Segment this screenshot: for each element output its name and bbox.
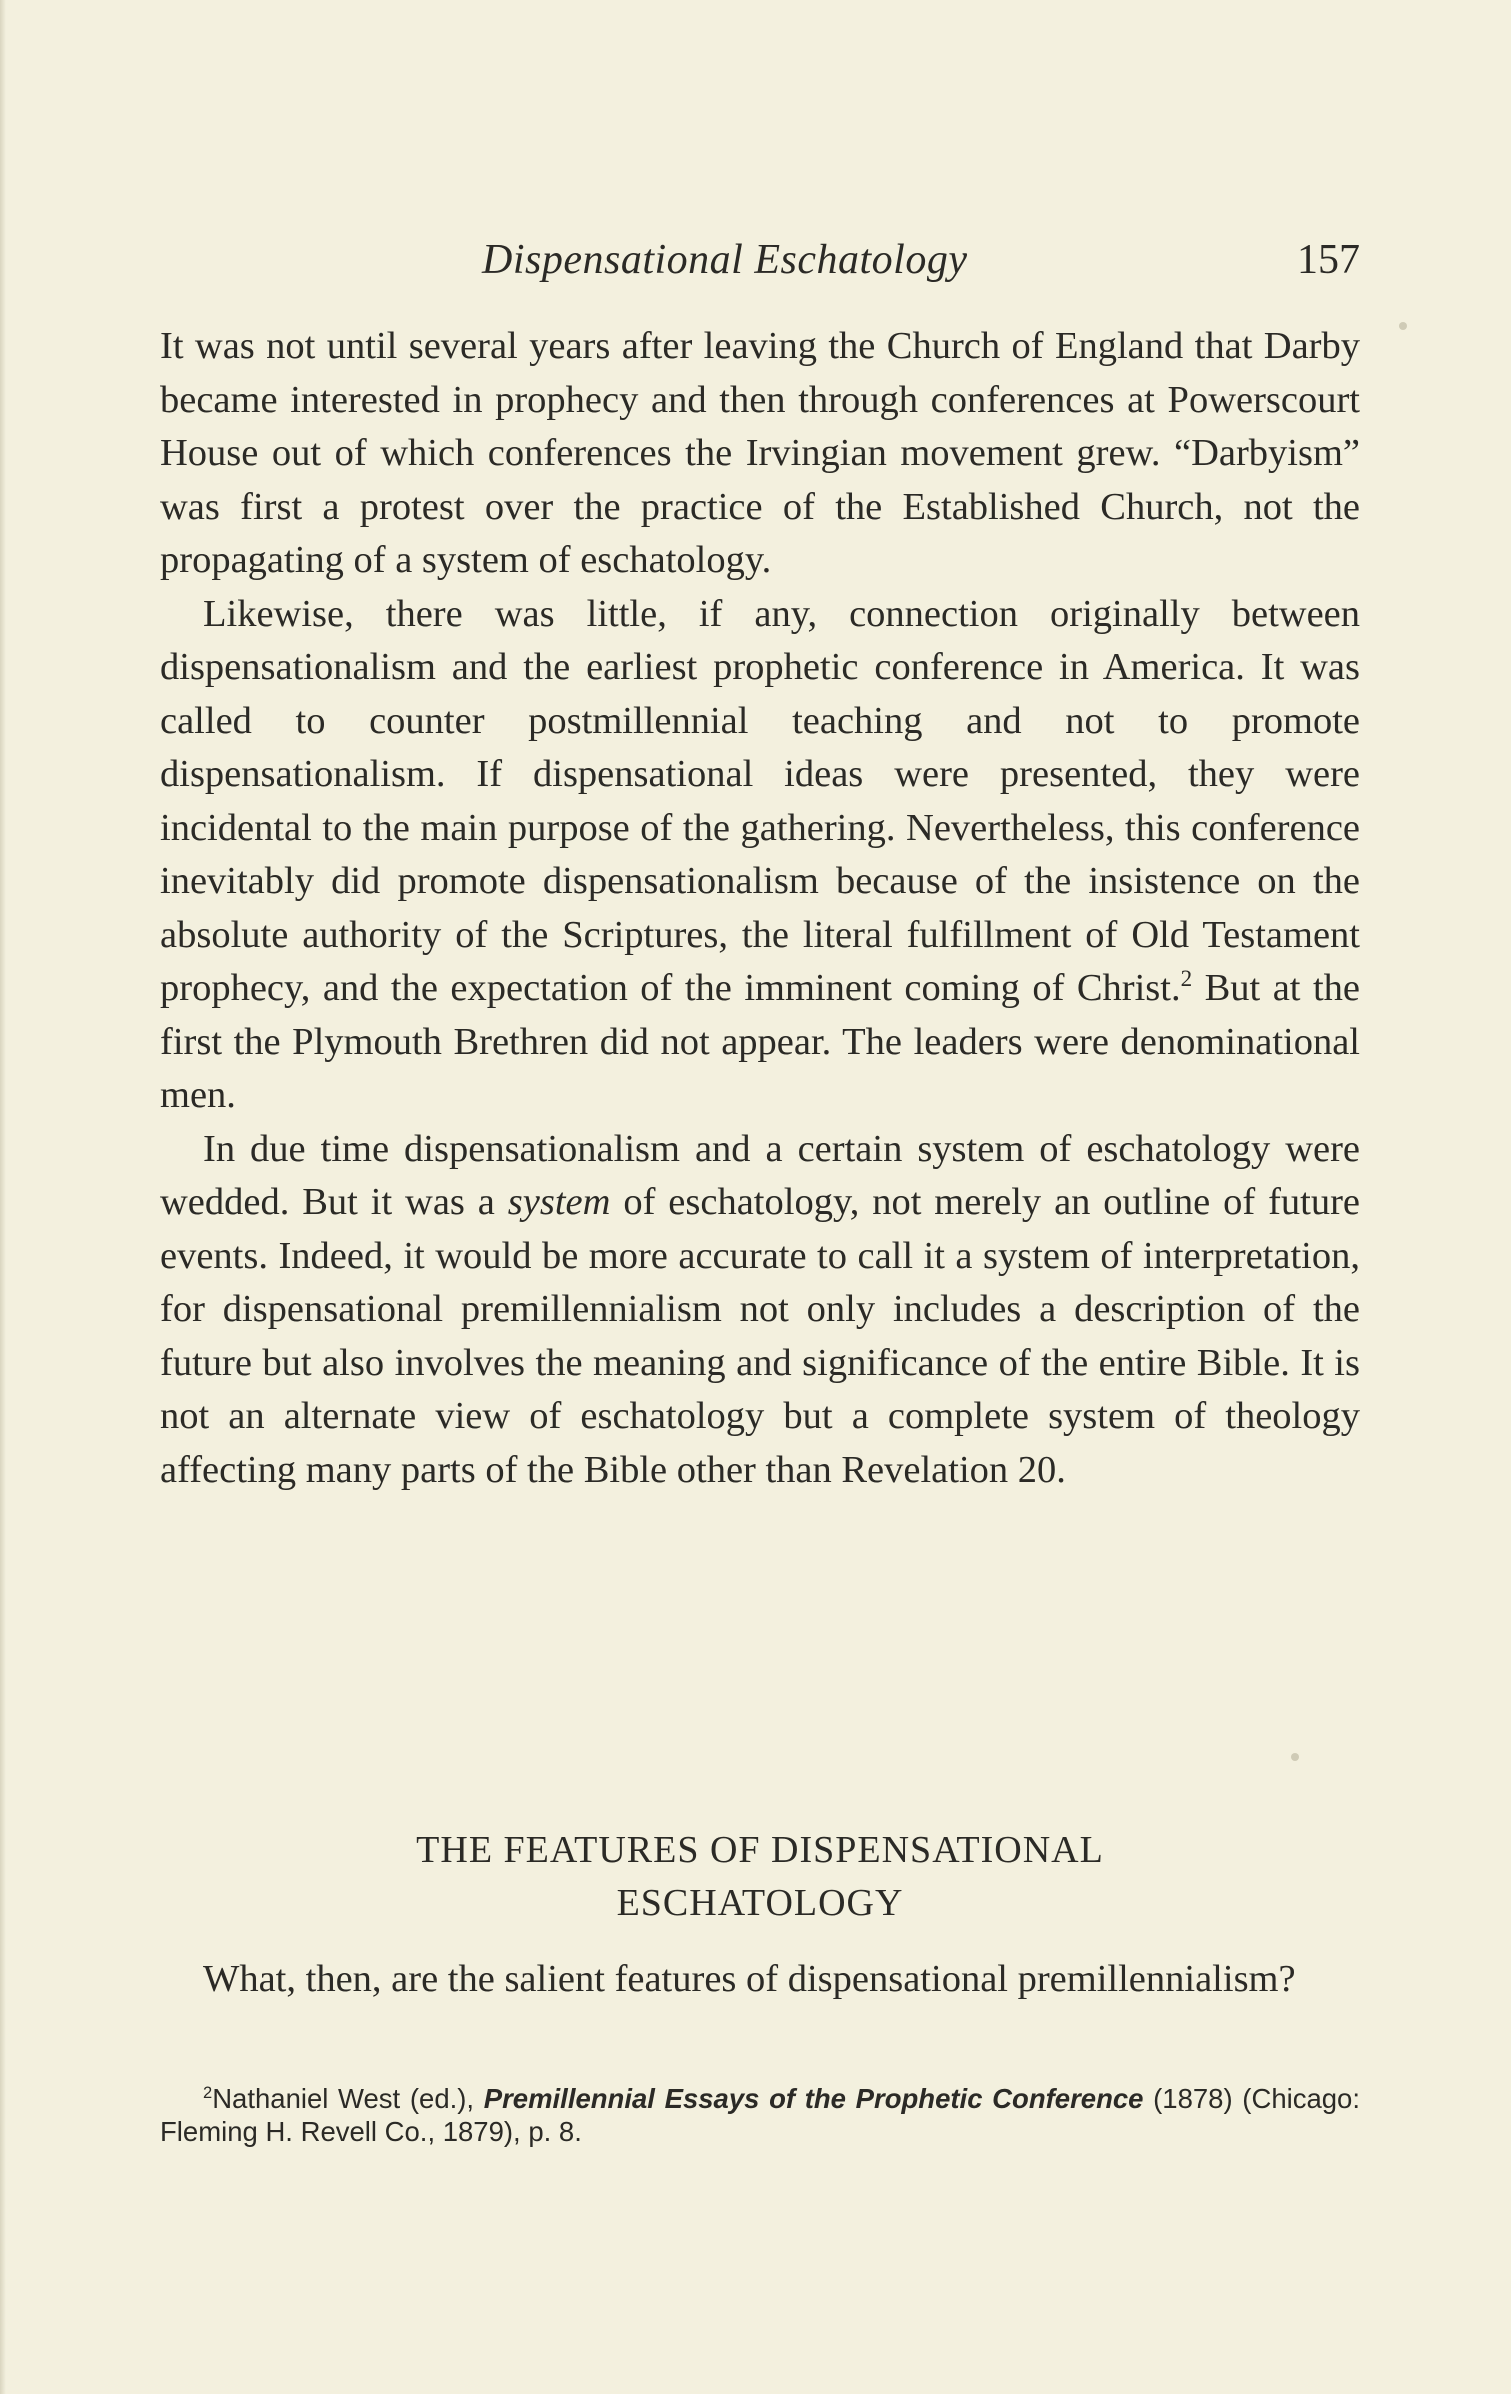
text-run: Likewise, there was little, if any, connection originally between dispensationalism and the earliest prophetic conference in America. It was called to counter postmillennial teaching and not to promote dispensationalism. If dispensational ideas were presented, they were incidental to the main purpose of the gathering. Nevertheless, this conference inevitably did promote dispensationalism because of the insistence on the absolute authority of the Scriptures, the literal fulfillment of Old Testament prophecy, and the expectation of the imminent coming of Christ.	[160, 592, 1360, 1009]
text-run: It was not until several years after leaving the Church of England that Darby became interested in prophecy and then through conferences at Powerscourt House out of which conferences the Irvingian movement grew. “Darbyism” was first a protest over the practice of the Established Church, not the propagating of a system of eschatology.	[160, 325, 1360, 581]
paragraph	[160, 1123, 1360, 1498]
paper-speck	[1291, 1753, 1299, 1761]
paragraph: What, then, are the salient features of dispensational premillennialism?	[203, 1958, 1296, 2000]
after-heading-text	[160, 1953, 1360, 2007]
text-run: of eschatology, not merely an outline of future events. Indeed, it would be more accurate to call it a system of interpretation, for dispensational premillennialism not only includes a description of the future but also involves the meaning and significance of the entire Bible. It is not an alternate view of eschatology but a complete system of theology affecting many parts of the Bible other than Revelation 20.	[160, 1181, 1361, 1491]
emphasis: system	[507, 1181, 611, 1223]
page-edge-shadow	[0, 0, 6, 2394]
paragraph	[160, 588, 1360, 1123]
footnote-marker: 2	[203, 2083, 213, 2102]
section-heading-line: THE FEATURES OF DISPENSATIONAL	[416, 1829, 1104, 1871]
running-head-title: Dispensational Eschatology	[482, 237, 968, 283]
footnote-title: Premillennial Essays of the Prophetic Conference	[483, 2083, 1144, 2114]
footnote-text	[160, 2082, 1360, 2148]
text-run: But at the first the Plymouth Brethren did not appear. The leaders were denominational men.	[160, 967, 1360, 1116]
section-heading	[160, 1824, 1360, 1930]
paper-speck	[1399, 322, 1407, 330]
footnote-publication: (1878) (Chicago: Fleming H. Revell Co., 1879), p. 8.	[160, 2083, 1360, 2147]
section-heading-line: ESCHATOLOGY	[616, 1882, 904, 1924]
footnote-author: Nathaniel West (ed.),	[212, 2083, 484, 2114]
paragraph	[160, 320, 1360, 588]
text-run: In due time dispensationalism and a certain system of eschatology were wedded. But it was a	[160, 1127, 1360, 1223]
running-head	[160, 236, 1360, 296]
page-number: 157	[1297, 237, 1360, 283]
body-text	[160, 320, 1360, 1497]
footnote	[160, 2082, 1360, 2148]
footnote-reference: 2	[1180, 965, 1193, 992]
